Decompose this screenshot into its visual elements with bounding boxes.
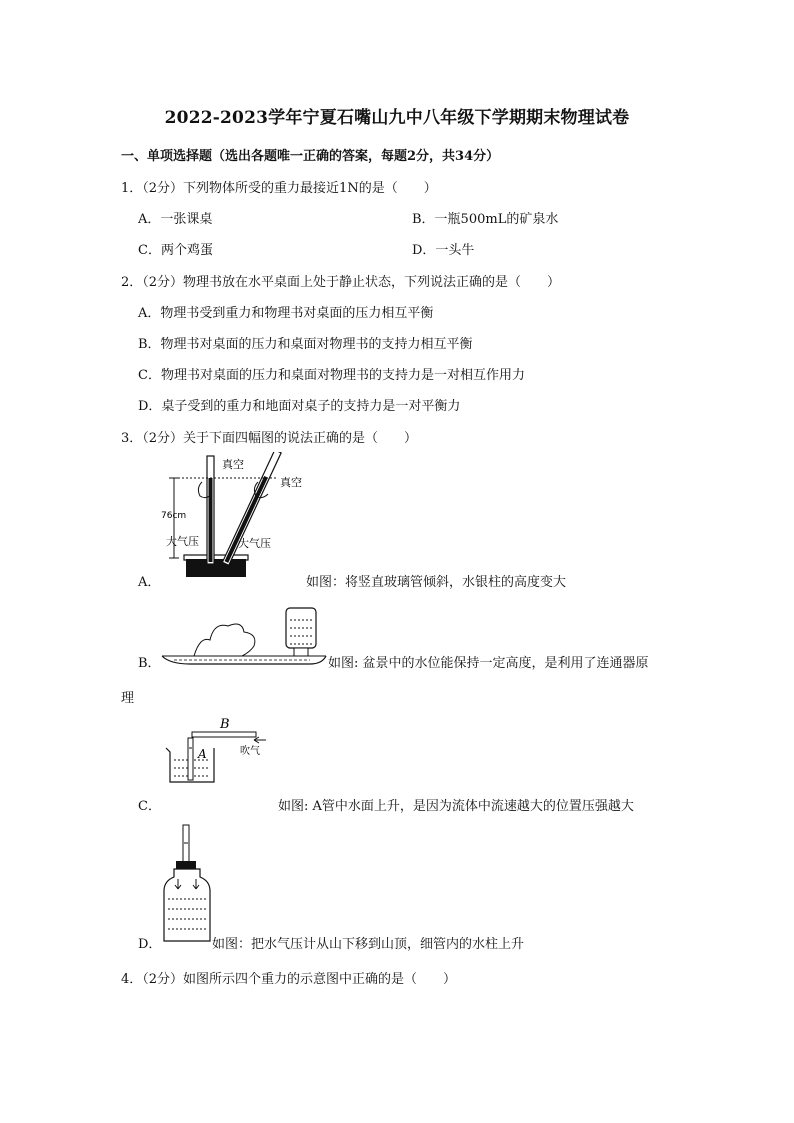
question-2-option-a[interactable]: A．物理书受到重力和物理书对桌面的压力相互平衡 <box>138 306 434 321</box>
section-heading: 一、单项选择题（选出各题唯一正确的答案，每题2分，共34分） <box>121 149 500 164</box>
question-3-option-d-letter[interactable]: D． <box>138 937 162 952</box>
svg-text:A: A <box>198 747 207 761</box>
torricelli-figure <box>158 452 318 582</box>
question-3-option-c-letter[interactable]: C． <box>138 799 161 814</box>
svg-text:B: B <box>220 717 230 732</box>
svg-text:真空: 真空 <box>280 476 302 489</box>
barometer-figure <box>160 823 214 945</box>
page-title: 2022-2023学年宁夏石嘴山九中八年级下学期期末物理试卷 <box>164 108 630 128</box>
question-3-option-b-text[interactable]: 如图: 盆景中的水位能保持一定高度，是利用了连通器原 <box>328 656 649 671</box>
question-1-option-a[interactable]: A．一张课桌 <box>138 212 213 227</box>
question-2-option-d[interactable]: D．桌子受到的重力和地面对桌子的支持力是一对平衡力 <box>138 399 461 414</box>
question-3-option-d-text[interactable]: 如图：把水气压计从山下移到山顶，细管内的水柱上升 <box>212 937 525 952</box>
svg-text:真空: 真空 <box>222 458 244 471</box>
question-3-option-c-text[interactable]: 如图: A管中水面上升，是因为流体中流速越大的位置压强越大 <box>278 799 634 814</box>
question-2-option-c[interactable]: C．物理书对桌面的压力和桌面对物理书的支持力是一对相互作用力 <box>138 368 525 383</box>
bonsai-figure <box>160 606 328 670</box>
question-1-option-c[interactable]: C．两个鸡蛋 <box>138 243 213 258</box>
bernoulli-figure <box>158 714 268 784</box>
question-3-option-b-letter[interactable]: B． <box>138 656 161 671</box>
question-3-stem: 3．（2分）关于下面四幅图的说法正确的是（ ） <box>121 431 418 446</box>
question-3-option-a-text[interactable]: 如图：将竖直玻璃管倾斜，水银柱的高度变大 <box>306 575 567 590</box>
svg-text:76cm: 76cm <box>161 511 187 521</box>
question-2-option-b[interactable]: B．物理书对桌面的压力和桌面对物理书的支持力相互平衡 <box>138 337 473 352</box>
question-3-option-b-text-cont: 理 <box>121 691 135 706</box>
question-4-stem: 4．（2分）如图所示四个重力的示意图中正确的是（ ） <box>121 972 457 987</box>
question-1-stem: 1．（2分）下列物体所受的重力最接近1N的是（ ） <box>121 181 437 196</box>
question-1-option-d[interactable]: D．一头牛 <box>412 243 475 258</box>
question-3-option-a-letter[interactable]: A． <box>138 575 161 590</box>
question-2-stem: 2．（2分）物理书放在水平桌面上处于静止状态，下列说法正确的是（ ） <box>121 275 561 290</box>
question-1-option-b[interactable]: B．一瓶500mL的矿泉水 <box>412 212 559 227</box>
svg-text:大气压: 大气压 <box>238 537 271 550</box>
svg-text:大气压: 大气压 <box>166 535 199 548</box>
mercury-dish <box>186 559 246 577</box>
svg-text:吹气: 吹气 <box>240 746 260 757</box>
